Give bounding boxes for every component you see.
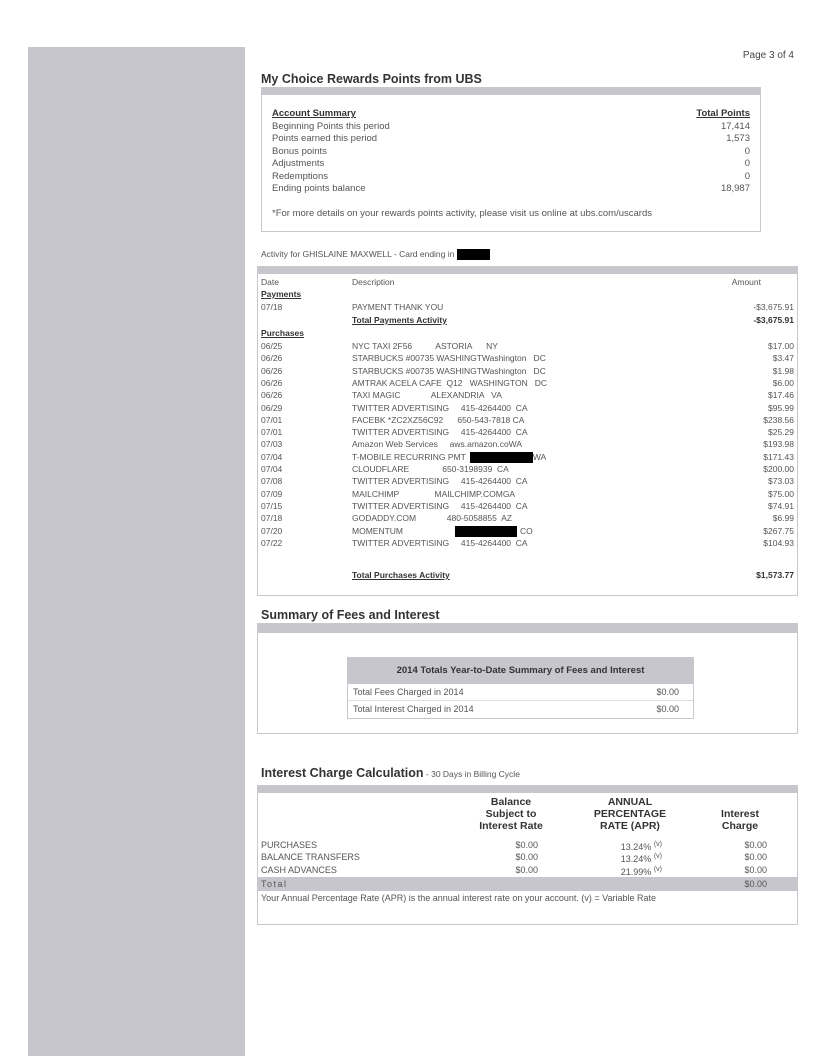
fees-row: Total Fees Charged in 2014 $0.00	[353, 687, 679, 697]
table-row	[261, 464, 794, 476]
table-row: PURCHASES $0.00 13.24% $^{(v)}$ $0.00	[261, 840, 767, 852]
purchases-total-row: Total Purchases Activity $1,573.77	[352, 570, 794, 580]
interest-table	[257, 785, 798, 925]
rewards-row-label: Redemptions	[272, 171, 328, 182]
rewards-row-value: 17,414	[720, 121, 750, 132]
row-description: NYC TAXI 2F56 ASTORIA NY	[352, 341, 498, 351]
row-date: 07/15	[261, 500, 283, 511]
redacted-card-number	[457, 249, 490, 260]
row-description: TWITTER ADVERTISING 415-4264400 CA	[352, 537, 528, 548]
row-date: 06/26	[261, 365, 283, 376]
table-row	[261, 439, 794, 451]
section-payments: Payments	[261, 289, 302, 299]
box-header-bar	[258, 786, 797, 793]
row-date: 07/09	[261, 488, 283, 499]
col-amount: Amount	[731, 277, 761, 287]
col-interest-charge: Interest Charge	[721, 808, 759, 832]
rewards-row-value: 0	[744, 171, 750, 182]
interest-total-row: Total $0.00	[258, 877, 797, 891]
rewards-row-label: Beginning Points this period	[272, 121, 390, 132]
table-row	[261, 341, 794, 353]
col-description: Description	[352, 277, 395, 287]
rewards-row-value: 18,987	[720, 183, 750, 194]
rewards-row-label: Points earned this period	[272, 133, 378, 144]
total-points-header: Total Points	[696, 108, 750, 119]
fees-box	[257, 623, 798, 734]
rewards-row-label: Ending points balance	[272, 183, 366, 194]
table-row	[261, 476, 794, 488]
row-description: AMTRAK ACELA CAFE Q12 WASHINGTON DC	[352, 377, 548, 388]
table-row: BALANCE TRANSFERS $0.00 13.24% $^{(v)}$ $0.00	[261, 852, 767, 864]
table-row	[261, 452, 794, 464]
col-balance: Balance Subject to Interest Rate	[479, 796, 543, 832]
table-row: CASH ADVANCES $0.00 21.99% $^{(v)}$ $0.00	[261, 865, 767, 877]
row-date: 07/04	[261, 464, 283, 474]
row-date: 07/03	[261, 439, 283, 450]
row-date: 07/01	[261, 427, 283, 438]
row-description: MOMENTUM CO	[352, 525, 533, 536]
fees-title: Summary of Fees and Interest	[261, 608, 440, 622]
row-date: 07/18	[261, 513, 283, 524]
row-amount: $171.43	[763, 451, 794, 462]
row-amount: $17.00	[768, 341, 794, 351]
rewards-row	[272, 133, 750, 145]
row-amount: $238.56	[763, 414, 794, 425]
row-amount: $74.91	[768, 500, 794, 511]
row-amount: $75.00	[768, 488, 794, 499]
row-date: 06/26	[261, 377, 283, 388]
row-description: MAILCHIMP MAILCHIMP.COMGA	[352, 488, 516, 499]
payments-total-row: Total Payments Activity -$3,675.91	[352, 315, 794, 325]
row-date: 06/26	[261, 353, 283, 364]
rewards-row	[272, 183, 750, 195]
fees-table-title: 2014 Totals Year-to-Date Summary of Fees and Interest	[348, 658, 693, 684]
row-date: 07/04	[261, 451, 283, 462]
rewards-row-value: 1,573	[726, 133, 750, 144]
row-amount: $104.93	[763, 537, 794, 548]
table-row	[261, 526, 794, 538]
rewards-row	[272, 158, 750, 170]
rewards-row-label: Bonus points	[272, 146, 327, 157]
redacted-text	[470, 452, 533, 463]
table-row	[261, 538, 794, 550]
column-header-row	[261, 277, 794, 289]
table-row: 07/18 PAYMENT THANK YOU -$3,675.91	[261, 302, 794, 312]
row-amount: $17.46	[768, 390, 794, 401]
row-amount: $3.47	[772, 353, 794, 364]
row-amount: $6.00	[772, 377, 794, 388]
row-date: 07/22	[261, 537, 283, 548]
table-row	[261, 390, 794, 402]
row-amount: $1.98	[772, 365, 794, 376]
rewards-row-value: 0	[744, 158, 750, 169]
row-description: TWITTER ADVERTISING 415-4264400 CA	[352, 402, 528, 413]
rewards-summary-box	[261, 87, 761, 232]
box-header-bar	[262, 88, 760, 95]
row-date: 06/26	[261, 390, 283, 401]
row-date: 07/20	[261, 525, 283, 536]
table-row	[261, 353, 794, 365]
row-date: 07/01	[261, 414, 283, 425]
rewards-row	[272, 146, 750, 158]
rewards-row-value: 0	[744, 146, 750, 157]
left-sidebar-band	[28, 47, 245, 1056]
row-description: Amazon Web Services aws.amazon.coWA	[352, 439, 523, 450]
redacted-text	[455, 526, 517, 537]
fees-ytd-table	[347, 657, 694, 719]
col-date: Date	[261, 277, 279, 287]
interest-title: Interest Charge Calculation - 30 Days in Billing Cycle	[261, 766, 520, 780]
activity-heading	[261, 249, 490, 260]
table-row	[261, 366, 794, 378]
col-apr: ANNUAL PERCENTAGE RATE (APR)	[593, 796, 667, 832]
row-description: CLOUDFLARE 650-3198939 CA	[352, 464, 509, 474]
row-amount: $200.00	[763, 464, 794, 474]
table-row	[261, 427, 794, 439]
table-row	[261, 513, 794, 525]
apr-note: Your Annual Percentage Rate (APR) is the annual interest rate on your account. (v) = Variable Rate	[261, 893, 656, 903]
table-row	[261, 501, 794, 513]
row-description: T-MOBILE RECURRING PMT WA	[352, 451, 547, 462]
table-row	[261, 415, 794, 427]
interest-subtitle: - 30 Days in Billing Cycle	[423, 769, 520, 779]
row-date: 06/29	[261, 402, 283, 413]
page-number: Page 3 of 4	[742, 50, 794, 61]
rewards-row	[272, 121, 750, 133]
table-row	[261, 489, 794, 501]
account-summary-header: Account Summary	[272, 108, 356, 119]
row-amount: $95.99	[768, 402, 794, 413]
table-row	[261, 403, 794, 415]
divider	[348, 700, 693, 701]
fees-row: Total Interest Charged in 2014 $0.00	[353, 704, 679, 714]
row-date: 06/25	[261, 341, 283, 351]
row-description: TWITTER ADVERTISING 415-4264400 CA	[352, 500, 528, 511]
row-description: STARBUCKS #00735 WASHINGTWashington DC	[352, 353, 546, 364]
row-amount: $6.99	[772, 513, 794, 524]
box-header-bar	[258, 267, 797, 274]
activity-heading-text: Activity for GHISLAINE MAXWELL - Card ending in	[261, 249, 455, 259]
row-description: TWITTER ADVERTISING 415-4264400 CA	[352, 427, 528, 438]
row-amount: $25.29	[768, 427, 794, 438]
box-header-bar	[258, 624, 797, 633]
table-row	[261, 378, 794, 390]
section-purchases: Purchases	[261, 328, 304, 338]
row-amount: $267.75	[763, 525, 794, 536]
row-description: GODADDY.COM 480-5058855 AZ	[352, 513, 512, 524]
row-amount: $193.98	[763, 439, 794, 450]
row-description: TWITTER ADVERTISING 415-4264400 CA	[352, 476, 528, 487]
row-date: 07/08	[261, 476, 283, 487]
row-description: FACEBK *ZC2XZ56C92 650-543-7818 CA	[352, 414, 525, 425]
rewards-row	[272, 171, 750, 183]
activity-table	[257, 266, 798, 596]
rewards-note: *For more details on your rewards points activity, please visit us online at ubs.com/uscards	[272, 208, 652, 219]
rewards-title: My Choice Rewards Points from UBS	[261, 72, 482, 86]
row-description: TAXI MAGIC ALEXANDRIA VA	[352, 390, 502, 401]
rewards-row-label: Adjustments	[272, 158, 325, 169]
row-description: STARBUCKS #00735 WASHINGTWashington DC	[352, 365, 546, 376]
row-amount: $73.03	[768, 476, 794, 487]
